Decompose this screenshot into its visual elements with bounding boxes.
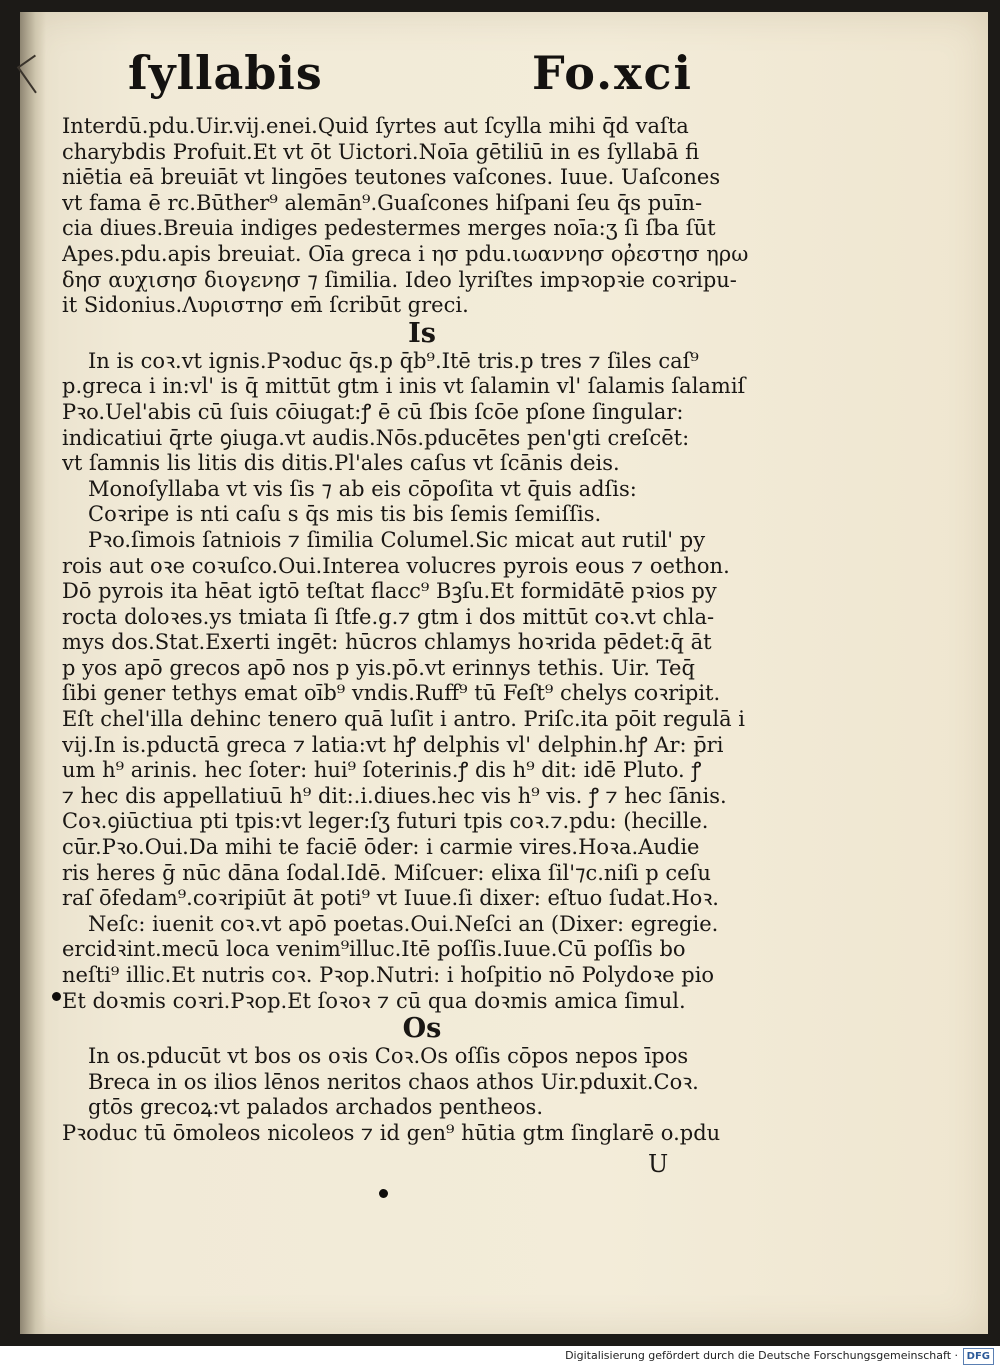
text-line: Pꝛo.ſimois ſatniois ⁊ ſimilia Columel.Sic micat aut rutil' py [88, 527, 706, 552]
text-line: In is coꝛ.vt ignis.Pꝛoduc q̄s.p q̄b⁹.Itē tris.p tres ⁊ ſiles caſ⁹ [88, 348, 699, 373]
text-line: rois aut oꝛe coꝛuſco.Oui.Interea volucres pyrois eous ⁊ oethon. [62, 553, 730, 578]
text-line: Coꝛripe is nti caſu s q̄s mis tis bis ſemis ſemiſſis. [88, 502, 602, 527]
credit-text: Digitalisierung gefördert durch die Deutsche Forschungsgemeinschaft · [565, 1349, 958, 1362]
text-line: ercidꝛint.mecū loca venim⁹illuc.Itē poſſis.Iuue.Cū poſſis bo [62, 937, 686, 962]
text-line: it Sidonius.Λυρισтησ em̄ ſcribūt greci. [62, 293, 469, 318]
text-line: cia diues.Breuia indiges pedestermes merges noīa:ʒ ſi ſba ſūt [62, 216, 716, 241]
text-line: Coꝛ.ꝯiūctiua pti tpis:vt leger:ſʒ futuri tpis coꝛ.⁊.pdu: (hecille. [62, 809, 709, 834]
text-line: p.greca i in:vl' is q̄ mittūt gt̄m i inis vt ſalamin vl' ſalamis ſalamiſ [62, 374, 746, 399]
dfg-logo: DFG [963, 1348, 994, 1365]
text-line: Apes.pdu.apis breuiat. Oīa greca i ησ pdu.ιωαννησ οῤεστησ ηρω [62, 241, 749, 266]
text-line: vt fama ē rc.Būther⁹ alemān⁹.Guaſcones hiſpani ſeu q̄s puīn- [62, 190, 703, 215]
section-heading: Os [402, 1013, 442, 1045]
text-line: mys dos.Stat.Exerti ingēt: hūcros chlamys hoꝛrida pēdet:q̄ āt [62, 630, 712, 655]
text-line: neſti⁹ illic.Et nutris coꝛ. Pꝛop.Nutri: i hoſpitio nō Polydoꝛe pio [62, 963, 715, 987]
page-dot-bottom [379, 1189, 388, 1198]
text-line: niētia eā breuiāt vt lingōes teutones vaſcones. Iuue. Uaſcones [62, 165, 721, 190]
text-line: δησ αυχισησ διογενησ ⁊ ſimilia. Ideo lyriſtes impꝛopꝛie coꝛripu- [62, 267, 737, 292]
credit-bar [0, 1346, 1000, 1366]
text-line: indicatiui q̄rte ꝯiuga.vt audis.Nōs.pducētes pen'gti creſcēt: [62, 425, 690, 450]
margin-dot-left [52, 992, 61, 1001]
text-line: Pꝛoduc tū ōmoleos nicoleos ⁊ id gen⁹ hūtia gt̄m ſinglarē o.pdu [62, 1120, 721, 1145]
text-line: Pꝛo.Uel'abis cū ſuis cōiugat:ꝭ ē cū ſbis ſcōe pſone ſingular: [62, 399, 684, 424]
text-line: p yos apō grecos apō nos p yis.pō.vt erinnys tethis. Uir. Teq̄ [62, 655, 695, 680]
text-line: gtōs grecoꝝ:vt palados archados pentheos. [88, 1095, 544, 1120]
text-line: ſibi gener tethys emat oīb⁹ vndis.Ruff⁹ tū Feſt⁹ chelys coꝛripit. [62, 681, 721, 706]
running-title: ſyllabis [128, 46, 323, 100]
page-header [128, 46, 693, 116]
text-line: Monoſyllaba vt vis ſis ⁊ ab eis cōpoſita vt q̄uis adſis: [88, 476, 637, 501]
text-line: um h⁹ arinis. hec ſoter: hui⁹ ſoterinis.ꝭ dis h⁹ dit: idē Pluto. ꝭ [62, 758, 702, 783]
signature-mark: U [648, 1150, 669, 1178]
text-line: cūr.Pꝛo.Oui.Da mihi te faciē ōder: i carmie vires.Hoꝛa.Audie [62, 835, 700, 860]
text-line: Dō pyrois ita hēat igtō teſtat flacc⁹ Bꝫſu.Et formidātē pꝛios py [62, 579, 717, 604]
page-gutter-shadow [20, 12, 46, 1334]
text-line: Neſc: iuenit coꝛ.vt apō poetas.Oui.Neſci an (Dixer: egregie. [88, 911, 719, 936]
text-line: Et doꝛmis coꝛri.Pꝛop.Et ſoꝛoꝛ ⁊ cū qua doꝛmis amica ſimul. [62, 988, 686, 1013]
text-line: raſ ōfedam⁹.coꝛripiūt āt poti⁹ vt Iuue.ſi dixer: eſtuo ſudat.Hoꝛ. [62, 886, 719, 911]
text-line: vij.In is.pductā greca ⁊ latia:vt hꝭ delphis vl' delphin.hꝭ Ar: p̄ri [62, 732, 724, 757]
text-line: ris heres ḡ nūc dāna ſodal.Idē. Miſcuer: elixa ſil'⁊c.niſi p ceſu [62, 860, 711, 885]
text-line: Interdū.pdu.Uir.vij.enei.Quid ſyrtes aut ſcylla mihi q̄d vaſta [62, 114, 689, 138]
text-line: charybdis Profuit.Et vt ōt Uictori.Noīa gētiliū in es ſyllabā fi [62, 139, 700, 164]
text-line: rocta doloꝛes.ys t̄miata ſi ſt̄fe.g.⁊ gt̄m i dos mittūt coꝛ.vt chla- [62, 604, 715, 629]
text-line: vt ſamnis lis litis dis ditis.Pl'ales caſus vt ſcānis deis. [62, 451, 620, 476]
text-block [62, 114, 782, 1147]
text-line: Eſt chel'illa dehinc tenero quā luſit i antro. Priſc.ita pōit regulā i [62, 707, 745, 732]
text-line: Breca in os ilios lēnos neritos chaos athos Uir.pduxit.Coꝛ. [88, 1069, 699, 1094]
section-heading: Is [408, 317, 436, 349]
text-line: ⁊ hec dis appellatiuū h⁹ dit:.i.diues.hec vis h⁹ vis. ꝭ ⁊ hec ſānis. [62, 783, 727, 808]
text-line: In os.pducūt vt bos os oꝛis Coꝛ.Os oſſis cōpos nepos īpos [88, 1044, 689, 1069]
folio-number: Fo.xci [532, 46, 693, 100]
